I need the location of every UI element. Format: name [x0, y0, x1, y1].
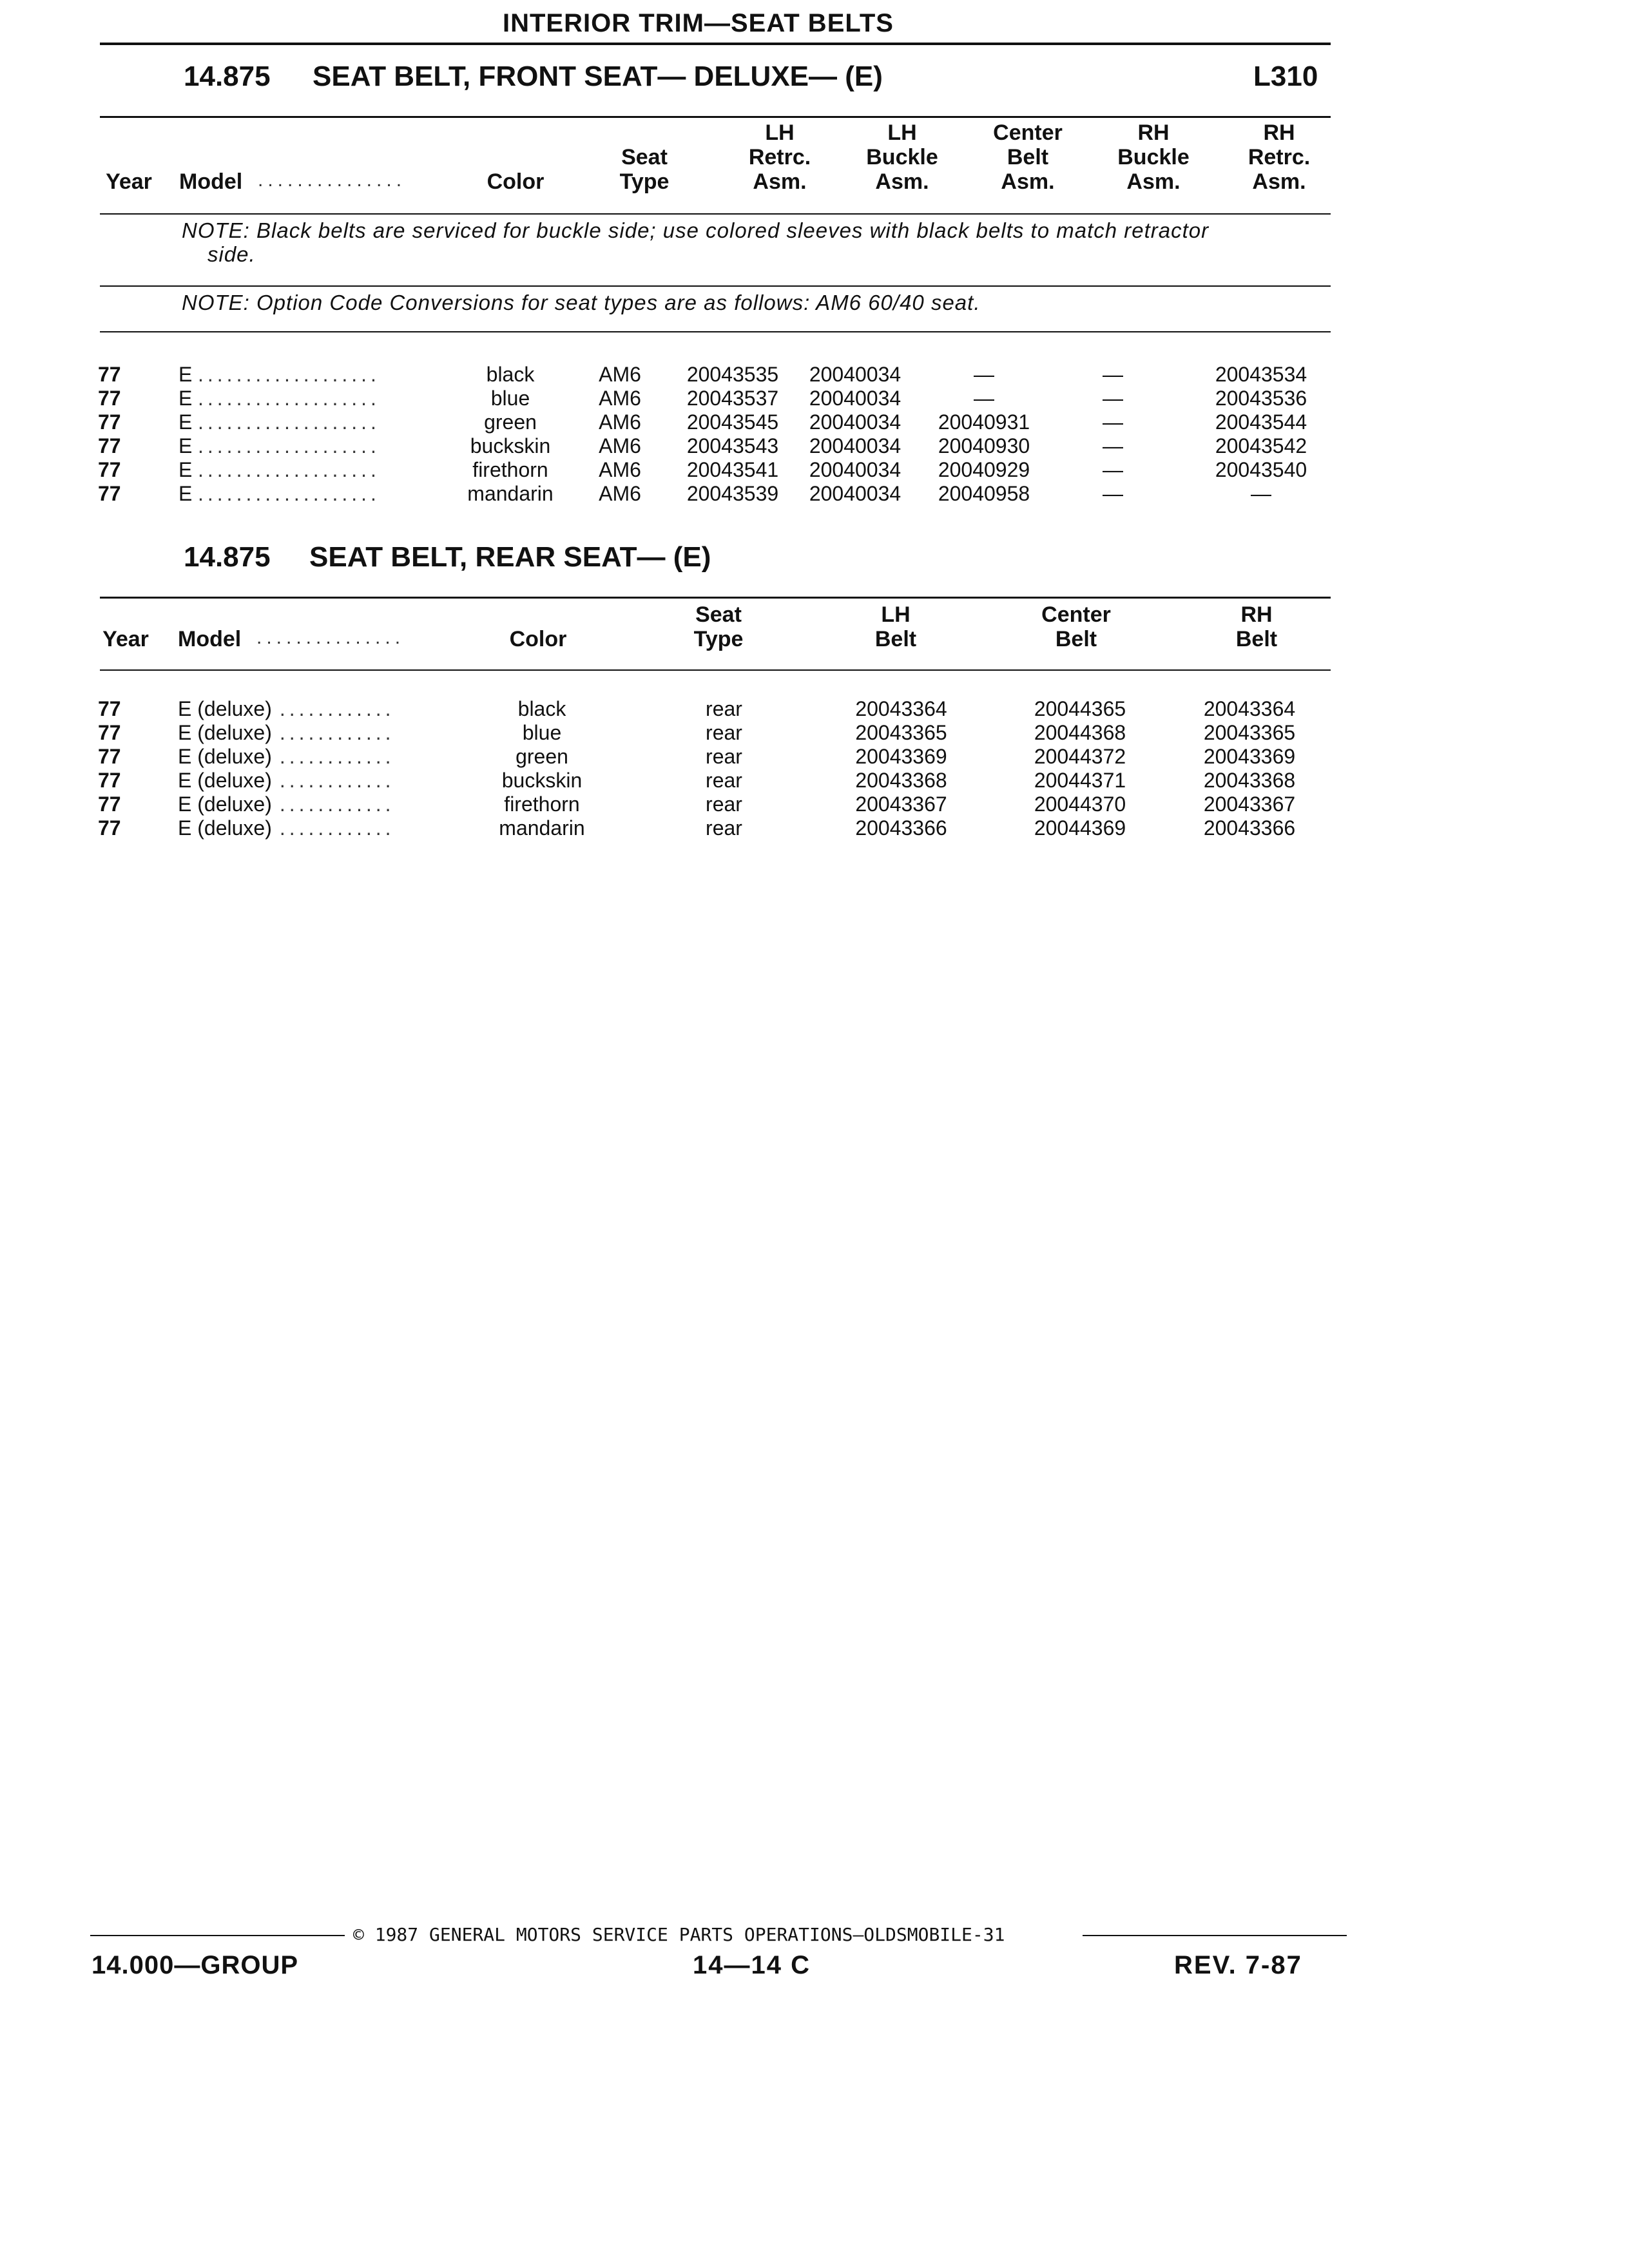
rear-heading-number: 14.875: [184, 541, 271, 573]
row-lh-retrc: 20043543: [686, 434, 779, 457]
row-year: 77: [98, 363, 121, 386]
row-rh-buckle: —: [1103, 482, 1123, 505]
row-leader: ...................: [198, 458, 380, 481]
row-center-belt: 20044371: [1034, 769, 1126, 792]
row-seat-type: AM6: [599, 410, 641, 434]
row-lh-belt: 20043364: [855, 697, 947, 720]
row-seat-type: rear: [706, 816, 742, 840]
rear-seat-belt-table: [98, 697, 1329, 840]
row-leader: ............: [279, 816, 395, 840]
front-heading-title: SEAT BELT, FRONT SEAT— DELUXE— (E): [313, 61, 883, 92]
front-heading-number: 14.875: [184, 61, 271, 92]
row-center-belt: 20040929: [938, 458, 1030, 481]
row-center-belt: 20044372: [1034, 745, 1126, 768]
front-note-1-line-1: NOTE: Black belts are serviced for buckle side; use colored sleeves with black belts to match retractor: [182, 218, 1210, 242]
page-code: L310: [1253, 61, 1318, 92]
rear-col-model-leader: ...............: [256, 627, 405, 648]
row-lh-buckle: 20040034: [809, 387, 901, 410]
row-center-belt: 20044365: [1034, 697, 1126, 720]
footer-rule-left: [90, 1935, 345, 1936]
row-seat-type: rear: [706, 745, 742, 768]
front-col-model: Model: [179, 169, 243, 194]
front-note-rule: [100, 285, 1331, 287]
row-model: E: [178, 434, 193, 457]
rear-table-row: [98, 697, 1329, 721]
row-rh-retrc: 20043542: [1215, 434, 1307, 457]
row-seat-type: rear: [706, 793, 742, 816]
row-leader: ............: [279, 769, 395, 792]
row-rh-buckle: —: [1103, 387, 1123, 410]
row-model: [178, 793, 448, 816]
row-rh-retrc: 20043544: [1215, 410, 1307, 434]
row-leader: ............: [279, 721, 395, 744]
row-seat-type: rear: [706, 721, 742, 744]
row-color: buckskin: [470, 434, 551, 457]
row-lh-belt: 20043367: [855, 793, 947, 816]
row-center-belt: 20040930: [938, 434, 1030, 457]
rear-col-center-belt: Center Belt: [1041, 602, 1111, 651]
row-model-text: E (deluxe): [178, 721, 272, 744]
rear-col-lh-belt: LH Belt: [874, 602, 917, 651]
front-seat-belt-table: [98, 363, 1345, 506]
front-col-rh-retrc: RH Retrc. Asm.: [1248, 120, 1311, 194]
rear-col-model: Model: [178, 627, 242, 651]
row-year: 77: [98, 482, 121, 505]
footer-revision: REV. 7-87: [1174, 1951, 1302, 1979]
row-leader: ............: [279, 697, 395, 720]
row-model: E: [178, 410, 193, 434]
row-model-text: E (deluxe): [178, 793, 272, 816]
front-header-bottom-rule: [100, 213, 1331, 215]
row-model: E: [178, 387, 193, 410]
front-col-rh-buckle: RH Buckle Asm.: [1117, 120, 1190, 194]
row-year: 77: [98, 721, 121, 744]
row-lh-retrc: 20043545: [686, 410, 779, 434]
row-color: firethorn: [504, 793, 580, 816]
row-lh-retrc: 20043535: [686, 363, 779, 386]
rear-heading-title: SEAT BELT, REAR SEAT— (E): [309, 541, 711, 573]
row-year: 77: [98, 745, 121, 768]
row-color: firethorn: [472, 458, 548, 481]
front-col-lh-retrc: LH Retrc. Asm.: [748, 120, 811, 194]
footer-rule-right: [1083, 1935, 1347, 1936]
row-color: blue: [490, 387, 530, 410]
front-note-2: NOTE: Option Code Conversions for seat types are as follows: AM6 60/40 seat.: [182, 291, 981, 314]
row-lh-buckle: 20040034: [809, 458, 901, 481]
row-rh-buckle: —: [1103, 458, 1123, 481]
rear-col-rh-belt: RH Belt: [1235, 602, 1278, 651]
row-model-text: E (deluxe): [178, 769, 272, 792]
rear-table-row: [98, 793, 1329, 816]
row-model-text: E (deluxe): [178, 745, 272, 768]
row-rh-buckle: —: [1103, 363, 1123, 386]
row-year: 77: [98, 793, 121, 816]
front-table-row: [98, 434, 1345, 458]
row-rh-belt: 20043369: [1203, 745, 1296, 768]
row-leader: ...................: [198, 434, 380, 457]
rear-col-color: Color: [509, 627, 567, 651]
row-lh-belt: 20043368: [855, 769, 947, 792]
footer-copyright: © 1987 GENERAL MOTORS SERVICE PARTS OPERATIONS—OLDSMOBILE-31: [353, 1924, 1005, 1945]
row-model: [178, 745, 448, 769]
row-lh-buckle: 20040034: [809, 482, 901, 505]
row-rh-retrc: —: [1251, 482, 1271, 505]
front-note-1-line-2: side.: [207, 242, 256, 266]
row-year: 77: [98, 697, 121, 720]
row-year: 77: [98, 434, 121, 457]
section-title-rule: [100, 43, 1331, 45]
row-leader: ...................: [198, 482, 380, 505]
row-seat-type: AM6: [599, 482, 641, 505]
row-center-belt: —: [974, 363, 994, 386]
row-rh-belt: 20043364: [1203, 697, 1296, 720]
row-color: black: [486, 363, 535, 386]
row-color: mandarin: [467, 482, 554, 505]
row-seat-type: AM6: [599, 387, 641, 410]
row-lh-retrc: 20043541: [686, 458, 779, 481]
row-color: green: [516, 745, 568, 768]
row-rh-retrc: 20043536: [1215, 387, 1307, 410]
front-header-top-rule: [100, 116, 1331, 118]
row-color: buckskin: [501, 769, 583, 792]
footer-page-number: 14—14 C: [693, 1951, 811, 1979]
row-lh-belt: 20043365: [855, 721, 947, 744]
row-year: 77: [98, 410, 121, 434]
row-seat-type: rear: [706, 697, 742, 720]
footer-group: 14.000—GROUP: [92, 1951, 299, 1979]
row-year: 77: [98, 769, 121, 792]
row-color: blue: [522, 721, 562, 744]
row-lh-belt: 20043369: [855, 745, 947, 768]
row-year: 77: [98, 816, 121, 840]
row-lh-retrc: 20043537: [686, 387, 779, 410]
rear-table-row: [98, 745, 1329, 769]
row-leader: ...................: [198, 363, 380, 386]
row-model: [178, 721, 448, 745]
row-rh-buckle: —: [1103, 434, 1123, 457]
row-seat-type: rear: [706, 769, 742, 792]
row-color: mandarin: [499, 816, 585, 840]
row-lh-buckle: 20040034: [809, 363, 901, 386]
row-rh-retrc: 20043534: [1215, 363, 1307, 386]
row-leader: ...................: [198, 410, 380, 434]
rear-col-seat-type: Seat Type: [693, 602, 744, 651]
front-table-row: [98, 387, 1345, 410]
row-lh-buckle: 20040034: [809, 434, 901, 457]
row-year: 77: [98, 387, 121, 410]
row-model-text: E (deluxe): [178, 816, 272, 840]
rear-col-year: Year: [102, 627, 149, 651]
row-seat-type: AM6: [599, 363, 641, 386]
row-model-text: E (deluxe): [178, 697, 272, 720]
rear-table-row: [98, 769, 1329, 793]
front-col-year: Year: [106, 169, 152, 194]
row-model: [178, 769, 448, 793]
row-model: E: [178, 482, 193, 505]
row-model: E: [178, 458, 193, 481]
section-title: INTERIOR TRIM—SEAT BELTS: [503, 9, 894, 37]
front-table-row: [98, 363, 1345, 387]
row-center-belt: 20040931: [938, 410, 1030, 434]
row-rh-belt: 20043368: [1203, 769, 1296, 792]
row-color: green: [484, 410, 537, 434]
row-lh-buckle: 20040034: [809, 410, 901, 434]
row-model: [178, 816, 448, 840]
front-table-top-rule: [100, 331, 1331, 332]
rear-header-bottom-rule: [100, 669, 1331, 671]
front-col-model-leader: ...............: [258, 169, 407, 191]
row-color: black: [517, 697, 566, 720]
rear-table-row: [98, 816, 1329, 840]
row-leader: ............: [279, 793, 395, 816]
rear-header-top-rule: [100, 597, 1331, 599]
row-rh-retrc: 20043540: [1215, 458, 1307, 481]
row-leader: ............: [279, 745, 395, 768]
front-col-lh-buckle: LH Buckle Asm.: [866, 120, 938, 194]
row-model: E: [178, 363, 193, 386]
front-col-seat-type: Seat Type: [619, 145, 670, 194]
row-year: 77: [98, 458, 121, 481]
row-rh-belt: 20043367: [1203, 793, 1296, 816]
row-rh-buckle: —: [1103, 410, 1123, 434]
front-col-center-belt: Center Belt Asm.: [993, 120, 1063, 194]
row-center-belt: 20044368: [1034, 721, 1126, 744]
row-model: [178, 697, 448, 721]
front-table-row: [98, 410, 1345, 434]
row-center-belt: 20044369: [1034, 816, 1126, 840]
row-center-belt: 20040958: [938, 482, 1030, 505]
rear-table-row: [98, 721, 1329, 745]
row-leader: ...................: [198, 387, 380, 410]
row-seat-type: AM6: [599, 434, 641, 457]
row-center-belt: 20044370: [1034, 793, 1126, 816]
front-table-row: [98, 482, 1345, 506]
row-rh-belt: 20043365: [1203, 721, 1296, 744]
front-table-row: [98, 458, 1345, 482]
row-seat-type: AM6: [599, 458, 641, 481]
row-lh-belt: 20043366: [855, 816, 947, 840]
front-col-color: Color: [487, 169, 545, 194]
row-lh-retrc: 20043539: [686, 482, 779, 505]
row-center-belt: —: [974, 387, 994, 410]
row-rh-belt: 20043366: [1203, 816, 1296, 840]
